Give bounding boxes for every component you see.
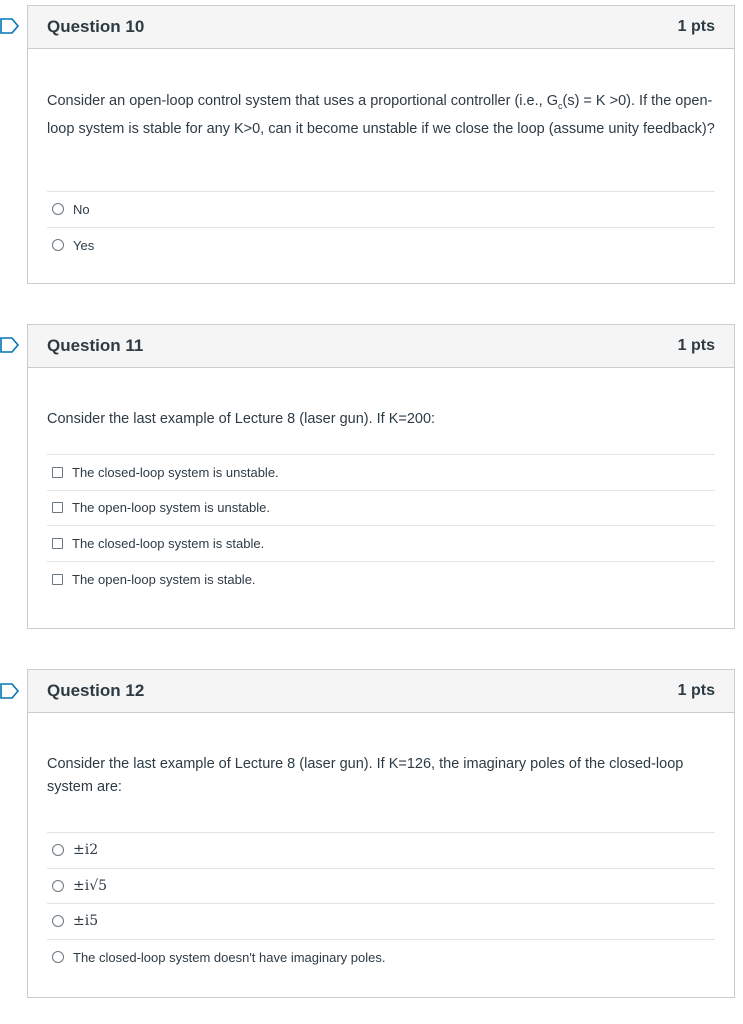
question-text: Consider an open-loop control system that uses a proportional controller (i.e., $G_c(s) = K >0$). If the open-loop system is stable for any K>0, can it become unstable if we close the loop (assume unity feedback)?: [47, 93, 715, 137]
radio-button[interactable]: [52, 844, 64, 856]
radio-button[interactable]: [52, 203, 64, 215]
answer-list: [47, 454, 715, 597]
question-points: 1 pts: [677, 682, 715, 699]
radio-button[interactable]: [52, 951, 64, 963]
answer-label: ±i5: [73, 913, 99, 930]
answer-label: The closed-loop system is unstable.: [72, 464, 279, 480]
answer-option[interactable]: [47, 455, 715, 491]
answer-label: The closed-loop system is stable.: [72, 535, 265, 551]
answer-label: ±i√5: [73, 877, 108, 894]
question-title: Question 11: [47, 336, 144, 355]
answer-option[interactable]: [47, 491, 715, 527]
answer-label: The closed-loop system doesn't have imaginary poles.: [73, 949, 386, 965]
question-points: 1 pts: [677, 337, 715, 354]
answer-label: The open-loop system is unstable.: [72, 500, 270, 516]
answer-option[interactable]: [47, 904, 715, 940]
answer-label: Yes: [73, 237, 95, 253]
bookmark-icon[interactable]: [0, 337, 20, 353]
checkbox[interactable]: [52, 574, 63, 585]
question-text: Consider the last example of Lecture 8 (laser gun). If K=200:: [47, 411, 436, 427]
answer-option[interactable]: [47, 833, 715, 869]
answer-option[interactable]: [47, 228, 715, 264]
answer-list: [47, 832, 715, 975]
question-text: Consider the last example of Lecture 8 (laser gun). If K=126, the imaginary poles of the closed-loop system are:: [47, 756, 684, 795]
question-header: [28, 670, 734, 713]
checkbox[interactable]: [52, 502, 63, 513]
question-points: 1 pts: [677, 18, 715, 35]
answer-option[interactable]: [47, 562, 715, 598]
question-10: [27, 5, 735, 284]
question-header: [28, 325, 734, 368]
question-title: Question 12: [47, 681, 145, 700]
answer-list: [47, 191, 715, 263]
question-header: [28, 6, 734, 49]
bookmark-icon[interactable]: [0, 683, 20, 699]
answer-option[interactable]: [47, 192, 715, 228]
radio-button[interactable]: [52, 880, 64, 892]
radio-button[interactable]: [52, 915, 64, 927]
question-title: Question 10: [47, 17, 145, 36]
answer-label: The open-loop system is stable.: [72, 571, 256, 587]
answer-option[interactable]: [47, 869, 715, 905]
answer-option[interactable]: [47, 940, 715, 976]
checkbox[interactable]: [52, 467, 63, 478]
question-11: [27, 324, 735, 629]
answer-label: No: [73, 201, 90, 217]
question-12: [27, 669, 735, 998]
answer-label: ±i2: [73, 842, 99, 859]
bookmark-icon[interactable]: [0, 18, 20, 34]
radio-button[interactable]: [52, 239, 64, 251]
checkbox[interactable]: [52, 538, 63, 549]
answer-option[interactable]: [47, 526, 715, 562]
